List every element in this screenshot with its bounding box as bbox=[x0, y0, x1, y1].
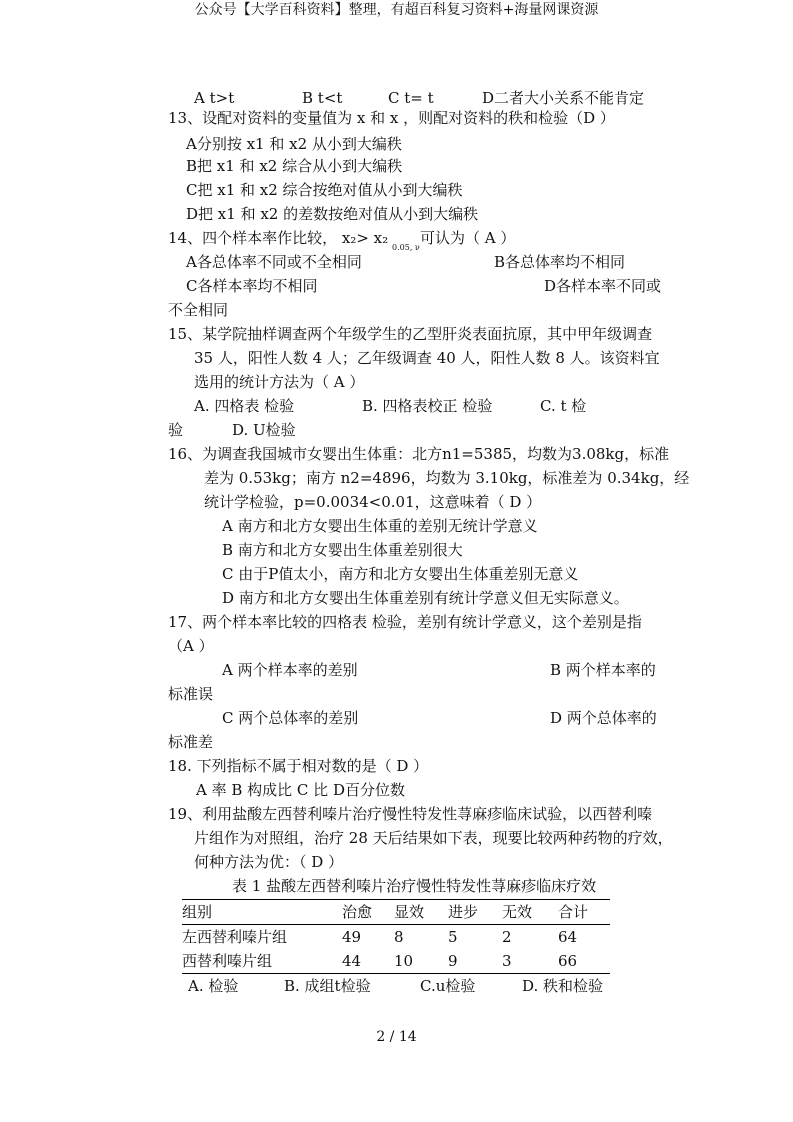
q14-option-d-cont: 不全相同 bbox=[168, 301, 229, 319]
q17-option-d-cont: 标准差 bbox=[168, 733, 214, 751]
table-cell: 49 bbox=[342, 928, 362, 946]
table-cell: 5 bbox=[448, 928, 458, 946]
table-caption: 表 1 盐酸左西替利嗪片治疗慢性特发性荨麻疹临床疗效 bbox=[232, 877, 597, 895]
q15-option-b: B. 四格表校正 检验 bbox=[362, 397, 493, 415]
table-header-row bbox=[182, 900, 610, 925]
table-cell: 44 bbox=[342, 949, 394, 974]
q16-line-3: 统计学检验，p=0.0034<0.01，这意味着（ D ） bbox=[204, 493, 542, 511]
q16-line-1: 16、为调查我国城市女婴出生体重：北方n1=5385，均数为3.08kg，标准 bbox=[168, 445, 670, 463]
q12-option-b: B t<t bbox=[302, 89, 343, 107]
table-cell: 2 bbox=[502, 928, 512, 946]
page-number: 2 / 14 bbox=[376, 1029, 417, 1045]
q16-option-b: B 南方和北方女婴出生体重差别很大 bbox=[222, 541, 463, 559]
q18-options: A 率 B 构成比 C 比 D百分位数 bbox=[196, 781, 405, 799]
table-row bbox=[182, 925, 610, 950]
q19-line-3: 何种方法为优：（ D ） bbox=[194, 853, 344, 871]
table-row bbox=[182, 949, 610, 974]
q19-option-a: A. 检验 bbox=[188, 977, 239, 995]
table-header-cell: 组别 bbox=[182, 900, 342, 925]
table-cell: 66 bbox=[558, 949, 610, 974]
table-header-cell: 无效 bbox=[502, 900, 558, 925]
table-header-cell: 合计 bbox=[558, 900, 610, 925]
q15-option-a: A. 四格表 检验 bbox=[194, 397, 295, 415]
table-cell: 8 bbox=[394, 928, 404, 946]
table-header-cell: 显效 bbox=[394, 900, 448, 925]
q17-line-2: （A ） bbox=[168, 637, 214, 655]
table-cell: 9 bbox=[448, 949, 502, 974]
q17-option-a: A 两个样本率的差别 bbox=[222, 661, 358, 679]
q17-option-d: D 两个总体率的 bbox=[550, 709, 657, 727]
q19-line-2: 片组作为对照组，治疗 28 天后结果如下表，现要比较两种药物的疗效， bbox=[194, 829, 673, 847]
q15-option-c-cont: 验 bbox=[168, 421, 184, 439]
q18-stem: 18. 下列指标不属于相对数的是（ D ） bbox=[168, 757, 429, 775]
q17-line-1: 17、两个样本率比较的四格表 检验，差别有统计学意义，这个差别是指 bbox=[168, 613, 642, 631]
table-cell: 西替利嗪片组 bbox=[182, 949, 342, 974]
table-header-cell: 进步 bbox=[448, 900, 502, 925]
efficacy-table bbox=[182, 899, 610, 974]
q13-option-d: D把 x1 和 x2 的差数按绝对值从小到大编秩 bbox=[186, 205, 479, 223]
q19-option-c: C.u检验 bbox=[420, 977, 476, 995]
q15-option-d: D. U检验 bbox=[232, 421, 296, 439]
table-header-cell: 治愈 bbox=[342, 900, 394, 925]
q17-option-b-cont: 标准误 bbox=[168, 685, 214, 703]
q19-line-1: 19、利用盐酸左西替利嗪片治疗慢性特发性荨麻疹临床试验，以西替利嗪 bbox=[168, 805, 653, 823]
table-cell: 10 bbox=[394, 949, 448, 974]
table-cell: 64 bbox=[558, 928, 578, 946]
q12-option-d: D二者大小关系不能肯定 bbox=[482, 89, 645, 107]
q13-option-c: C把 x1 和 x2 综合按绝对值从小到大编秩 bbox=[186, 181, 463, 199]
page-header: 公众号【大学百科资料】整理，有超百科复习资料+海量网课资源 bbox=[194, 2, 599, 18]
table-cell: 左西替利嗪片组 bbox=[182, 928, 288, 946]
q12-option-a: A t>t bbox=[194, 89, 235, 107]
q15-line-3: 选用的统计方法为（ A ） bbox=[194, 373, 365, 391]
q17-option-b: B 两个样本率的 bbox=[550, 661, 656, 679]
q16-line-2: 差为 0.53kg；南方 n2=4896，均数为 3.10kg，标准差为 0.34kg，经 bbox=[204, 469, 690, 487]
q13-stem: 13、设配对资料的变量值为 x 和 x ，则配对资料的秩和检验（D ） bbox=[168, 109, 615, 127]
q15-line-2: 35 人，阳性人数 4 人；乙年级调查 40 人，阳性人数 8 人。该资料宜 bbox=[194, 349, 660, 367]
q14-stem-subscript: 0.05, ν bbox=[392, 243, 420, 252]
q16-option-d: D 南方和北方女婴出生体重差别有统计学意义但无实际意义。 bbox=[222, 589, 629, 607]
q12-option-c: C t= t bbox=[388, 89, 434, 107]
q19-option-b: B. 成组t检验 bbox=[284, 977, 371, 995]
q13-option-b: B把 x1 和 x2 综合从小到大编秩 bbox=[186, 157, 403, 175]
q13-option-a: A分别按 x1 和 x2 从小到大编秩 bbox=[186, 135, 402, 153]
q17-option-c: C 两个总体率的差别 bbox=[222, 709, 359, 727]
table-cell: 3 bbox=[502, 949, 558, 974]
q19-option-d: D. 秩和检验 bbox=[522, 977, 604, 995]
q15-line-1: 15、某学院抽样调查两个年级学生的乙型肝炎表面抗原，其中甲年级调查 bbox=[168, 325, 653, 343]
q16-option-a: A 南方和北方女婴出生体重的差别无统计学意义 bbox=[222, 517, 538, 535]
q16-option-c: C 由于P值太小，南方和北方女婴出生体重差别无意义 bbox=[222, 565, 579, 583]
q14-stem-end: 可认为（ A ） bbox=[420, 229, 516, 247]
q14-option-a: A各总体率不同或不全相同 bbox=[186, 253, 362, 271]
q14-option-d: D各样本率不同或 bbox=[544, 277, 662, 295]
q14-stem: 14、四个样本率作比较， x₂> x₂ bbox=[168, 229, 389, 247]
q14-option-c: C各样本率均不相同 bbox=[186, 277, 318, 295]
q15-option-c: C. t 检 bbox=[540, 397, 587, 415]
q14-option-b: B各总体率均不相同 bbox=[494, 253, 626, 271]
